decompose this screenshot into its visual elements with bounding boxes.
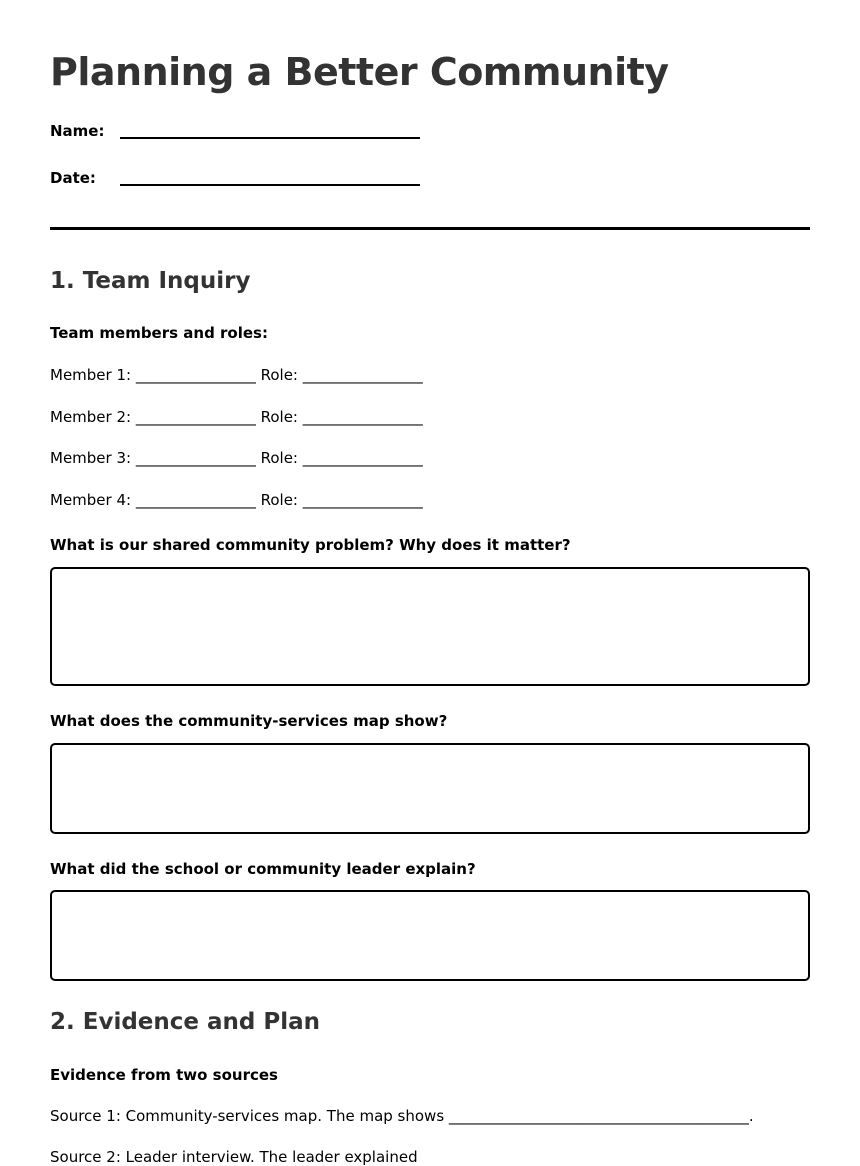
member-row-2[interactable]: Member 2: ________________ Role: ________________ <box>50 408 423 426</box>
date-label: Date: <box>50 169 96 187</box>
member-row-1[interactable]: Member 1: ________________ Role: ________________ <box>50 366 423 384</box>
question-leader-explain: What did the school or community leader explain? <box>50 860 476 878</box>
answer-box-community-problem[interactable] <box>50 567 810 686</box>
section-1-heading: 1. Team Inquiry <box>50 268 251 294</box>
answer-box-services-map[interactable] <box>50 743 810 834</box>
evidence-heading: Evidence from two sources <box>50 1066 278 1084</box>
team-members-heading: Team members and roles: <box>50 324 268 342</box>
member-row-3[interactable]: Member 3: ________________ Role: ________________ <box>50 449 423 467</box>
date-input-line[interactable] <box>120 184 420 186</box>
source-2-line[interactable]: Source 2: Leader interview. The leader explained <box>50 1148 418 1166</box>
answer-box-leader-explain[interactable] <box>50 890 810 981</box>
name-label: Name: <box>50 122 105 140</box>
header-divider <box>50 227 810 230</box>
section-2-heading: 2. Evidence and Plan <box>50 1009 321 1035</box>
question-services-map: What does the community-services map show? <box>50 712 448 730</box>
name-input-line[interactable] <box>120 137 420 139</box>
member-row-4[interactable]: Member 4: ________________ Role: ________________ <box>50 491 423 509</box>
page-title: Planning a Better Community <box>50 50 669 94</box>
question-community-problem: What is our shared community problem? Why does it matter? <box>50 536 571 554</box>
source-1-line[interactable]: Source 1: Community-services map. The map shows ________________________________________. <box>50 1107 754 1125</box>
